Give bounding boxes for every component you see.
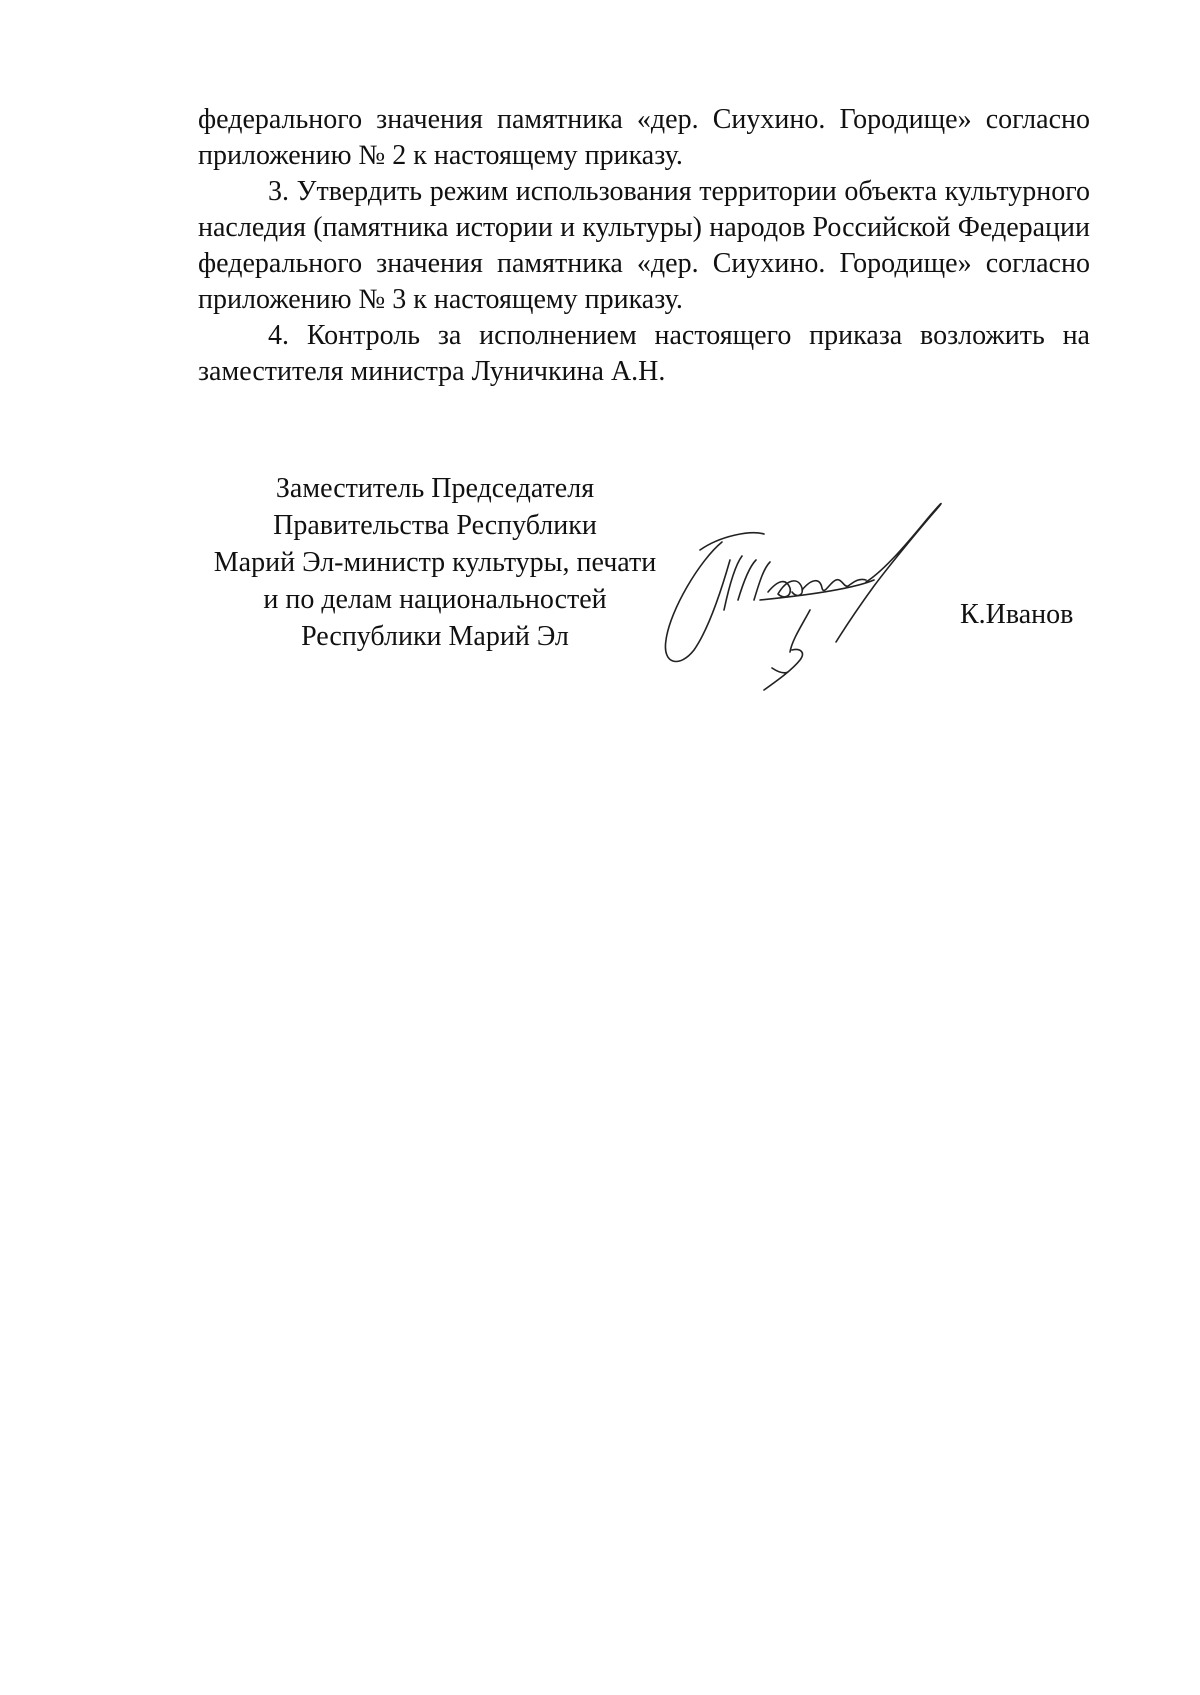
signer-title-line: Республики Марий Эл [301, 621, 569, 652]
paragraph-item-4: 4. Контроль за исполнением настоящего приказа возложить на заместителя министра Луничкина А.Н. [198, 320, 1090, 387]
signer-title-line: Правительства Республики [273, 510, 597, 541]
paragraph-continuation: федерального значения памятника «дер. Сиухино. Городище» согласно приложению № 2 к настоящему приказу. [198, 104, 1090, 171]
document-body [198, 102, 1090, 390]
signer-title-block [200, 470, 670, 655]
signer-title-line: и по делам национальностей [263, 584, 607, 615]
paragraph-item-3: 3. Утвердить режим использования территории объекта культурного наследия (памятника истории и культуры) народов Российской Федерации федерального значения памятника «дер. Сиухино. Городище» согласно приложению № 3 к настоящему приказу. [198, 176, 1090, 315]
signer-title-line: Заместитель Председателя [275, 473, 595, 504]
signer-title-line: Марий Эл-министр культуры, печати [213, 547, 657, 578]
signer-name: К.Иванов [960, 599, 1074, 630]
